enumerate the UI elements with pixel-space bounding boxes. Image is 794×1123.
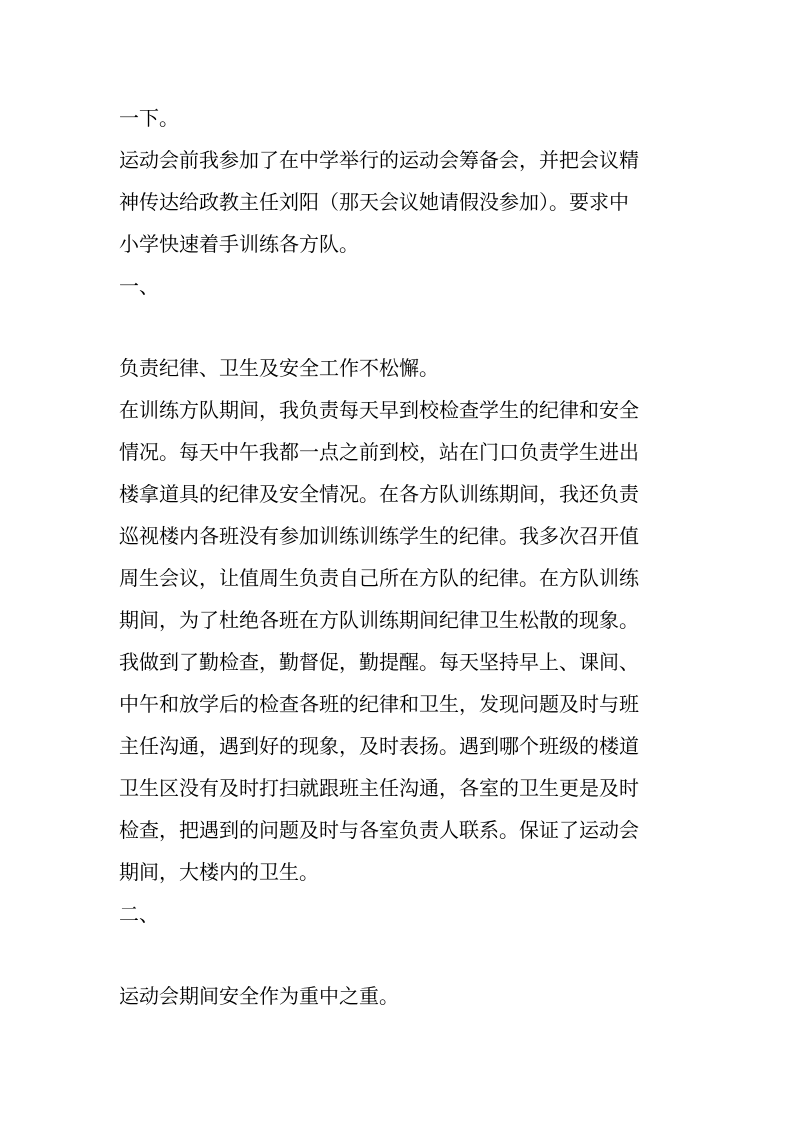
text-line: 楼拿道具的纪律及安全情况。在各方队训练期间，我还负责 <box>119 482 639 506</box>
text-line: 期间，大楼内的卫生。 <box>119 860 319 884</box>
section-heading: 运动会期间安全作为重中之重。 <box>119 984 399 1008</box>
text-line: 神传达给政教主任刘阳（那天会议她请假没参加）。要求中 <box>119 190 629 214</box>
text-line: 期间，为了杜绝各班在方队训练期间纪律卫生松散的现象。 <box>119 608 639 632</box>
text-line: 在训练方队期间，我负责每天早到校检查学生的纪律和安全 <box>119 398 639 422</box>
text-line: 周生会议，让值周生负责自己所在方队的纪律。在方队训练 <box>119 566 639 590</box>
text-line: 一下。 <box>119 106 179 130</box>
section-heading-number: 二、 <box>119 902 159 926</box>
section-heading-number: 一、 <box>119 274 159 298</box>
text-line: 巡视楼内各班没有参加训练训练学生的纪律。我多次召开值 <box>119 524 639 548</box>
section-heading: 负责纪律、卫生及安全工作不松懈。 <box>119 356 439 380</box>
text-line: 主任沟通，遇到好的现象，及时表扬。遇到哪个班级的楼道 <box>119 734 639 758</box>
text-line: 情况。每天中午我都一点之前到校，站在门口负责学生进出 <box>119 440 639 464</box>
text-line: 卫生区没有及时打扫就跟班主任沟通，各室的卫生更是及时 <box>119 776 639 800</box>
text-line: 中午和放学后的检查各班的纪律和卫生，发现问题及时与班 <box>119 692 639 716</box>
text-line: 我做到了勤检查，勤督促，勤提醒。每天坚持早上、课间、 <box>119 650 639 674</box>
text-line: 检查，把遇到的问题及时与各室负责人联系。保证了运动会 <box>119 818 639 842</box>
text-line: 小学快速着手训练各方队。 <box>119 232 359 256</box>
text-line: 运动会前我参加了在中学举行的运动会筹备会，并把会议精 <box>119 148 639 172</box>
